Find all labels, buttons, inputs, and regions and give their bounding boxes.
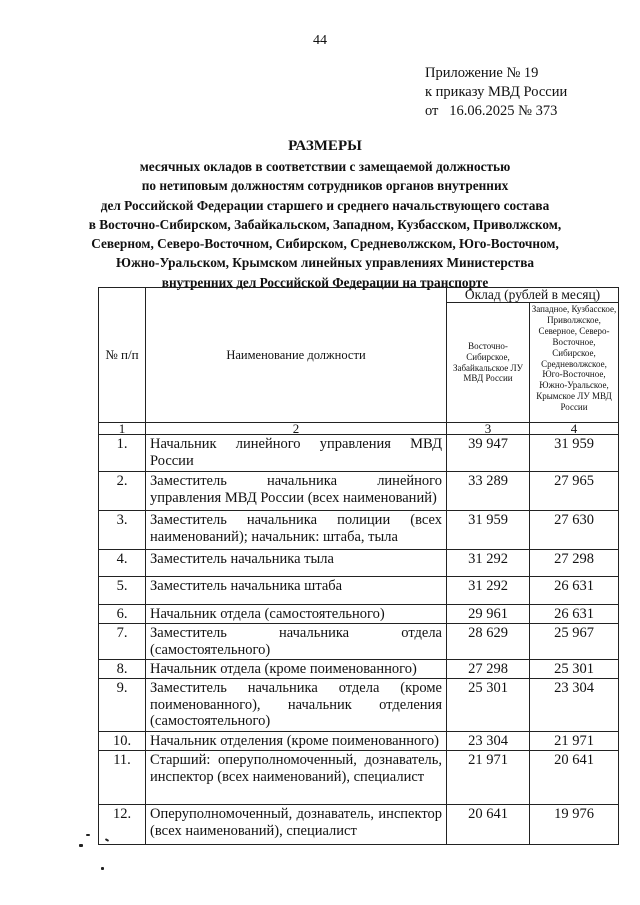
table-header-row [99,288,619,303]
row-number: 10. [99,732,146,751]
table-row [99,605,619,624]
salary-other-regions: 27 965 [530,472,619,511]
table-row [99,624,619,660]
title-line: Северном, Северо-Восточном, Сибирском, Средневолжском, Юго-Восточном, [91,236,559,252]
appendix-date: 16.06.2025 № 373 [449,103,558,119]
salary-east-siberian: 29 961 [447,605,530,624]
salary-east-siberian: 33 289 [447,472,530,511]
salary-east-siberian: 39 947 [447,435,530,472]
appendix-date-prefix: от [425,103,439,119]
title-line: по нетиповым должностям сотрудников органов внутренних [141,178,509,194]
row-number: 7. [99,624,146,660]
row-number: 3. [99,511,146,550]
header-east-siberian: Восточно-Сибирское, Забайкальское ЛУ МВД России [447,303,530,423]
position-name: Начальник отдела (самостоятельного) [146,605,447,624]
position-name: Заместитель начальника линейного управления МВД России (всех наименований) [146,472,447,511]
salary-east-siberian: 31 292 [447,577,530,605]
table-row [99,679,619,732]
table-row [99,660,619,679]
salary-other-regions: 23 304 [530,679,619,732]
row-number: 8. [99,660,146,679]
salary-other-regions: 20 641 [530,751,619,805]
salary-other-regions: 19 976 [530,805,619,845]
salary-other-regions: 27 298 [530,550,619,577]
position-name: Заместитель начальника отдела (самостоятельного) [146,624,447,660]
row-number: 6. [99,605,146,624]
salary-east-siberian: 31 959 [447,511,530,550]
column-index: 3 [447,423,530,435]
appendix-line-2: к приказу МВД России [425,84,568,100]
position-name: Начальник линейного управления МВД России [146,435,447,472]
position-name: Оперуполномоченный, дознаватель, инспектор (всех наименований), специалист [146,805,447,845]
header-num: № п/п [99,288,146,423]
position-name: Заместитель начальника отдела (кроме поименованного), начальник отделения (самостоятельного) [146,679,447,732]
table-row [99,435,619,472]
salary-east-siberian: 23 304 [447,732,530,751]
table-row [99,472,619,511]
title-line: дел Российской Федерации старшего и среднего начальствующего состава [100,197,550,213]
salary-other-regions: 26 631 [530,577,619,605]
position-name: Начальник отделения (кроме поименованного) [146,732,447,751]
position-name: Заместитель начальника штаба [146,577,447,605]
salary-other-regions: 26 631 [530,605,619,624]
appendix-line-1: Приложение № 19 [425,65,539,81]
row-number: 12. [99,805,146,845]
salary-east-siberian: 28 629 [447,624,530,660]
title-line: внутренних дел Российской Федерации на транспорте [161,274,489,290]
position-name: Заместитель начальника тыла [146,550,447,577]
row-number: 2. [99,472,146,511]
position-name: Заместитель начальника полиции (всех наименований); начальник: штаба, тыла [146,511,447,550]
table-row [99,751,619,805]
page-number: 44 [313,33,327,48]
title-line: в Восточно-Сибирском, Забайкальском, Западном, Кузбасском, Приволжском, [88,216,562,232]
row-number: 9. [99,679,146,732]
salary-other-regions: 25 967 [530,624,619,660]
row-number: 4. [99,550,146,577]
salary-east-siberian: 20 641 [447,805,530,845]
appendix-date-line [425,102,567,121]
row-number: 11. [99,751,146,805]
salary-other-regions: 31 959 [530,435,619,472]
table-row [99,577,619,605]
salary-other-regions: 25 301 [530,660,619,679]
position-name: Начальник отдела (кроме поименованного) [146,660,447,679]
salary-east-siberian: 21 971 [447,751,530,805]
column-index: 2 [146,423,447,435]
salary-east-siberian: 25 301 [447,679,530,732]
salary-other-regions: 27 630 [530,511,619,550]
title-main: РАЗМЕРЫ [288,138,362,154]
appendix-reference [425,64,567,121]
title-line: Южно-Уральском, Крымском линейных управлениях Министерства [115,255,535,271]
column-index-row [99,423,619,435]
header-position-name: Наименование должности [146,288,447,423]
salary-other-regions: 21 971 [530,732,619,751]
salary-table [98,287,619,845]
table-row [99,550,619,577]
column-index: 1 [99,423,146,435]
table-row [99,732,619,751]
row-number: 1. [99,435,146,472]
table-row [99,805,619,845]
header-other-regions: Западное, Кузбасское, Приволжское, Северное, Северо-Восточное, Сибирское, Средневолжское, Юго-Восточное, Южно-Уральское, Крымское ЛУ МВД России [530,303,619,423]
scan-artifacts [70,830,130,880]
salary-east-siberian: 27 298 [447,660,530,679]
table-row [99,511,619,550]
row-number: 5. [99,577,146,605]
title-line: месячных окладов в соответствии с замещаемой должностью [139,159,511,174]
document-title [60,137,590,292]
header-salary-group: Оклад (рублей в месяц) [447,288,619,303]
position-name: Старший: оперуполномоченный, дознаватель, инспектор (всех наименований), специалист [146,751,447,805]
salary-east-siberian: 31 292 [447,550,530,577]
column-index: 4 [530,423,619,435]
